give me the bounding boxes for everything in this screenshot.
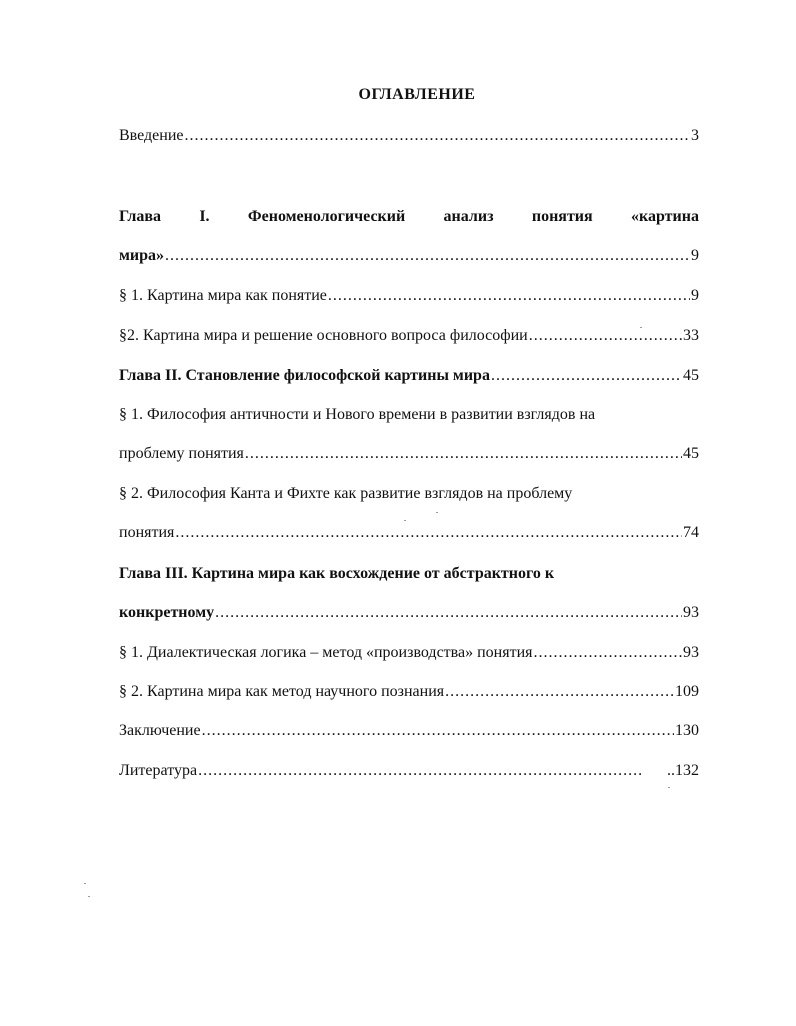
dot-leader: [245, 444, 682, 464]
toc-label: понятия: [119, 524, 175, 541]
dot-leader: [215, 603, 682, 623]
toc-label: проблему понятия: [119, 445, 244, 462]
toc-label: §2. Картина мира и решение основного вопроса философии: [119, 327, 528, 344]
dot-leader: [175, 523, 682, 543]
chapter-word: Феноменологический: [247, 208, 406, 225]
toc-page-number: 45: [683, 367, 699, 384]
dot-leader: [165, 246, 690, 266]
toc-label: § 1. Картина мира как понятие: [119, 287, 327, 304]
toc-label: § 2. Картина мира как метод научного познания: [119, 683, 445, 700]
dot-leader: [202, 721, 674, 741]
toc-entry-chapter-1-line-2: [119, 246, 699, 266]
page-title: ОГЛАВЛЕНИЕ: [358, 86, 476, 103]
scan-speck: [404, 520, 406, 521]
scan-speck: [668, 787, 670, 788]
dot-leader: [491, 366, 682, 386]
toc-page-number: 9: [691, 247, 699, 264]
toc-entry-chapter-1-line-1: [119, 207, 699, 227]
toc-page-number: 93: [683, 604, 699, 621]
chapter-word: Глава: [119, 208, 161, 225]
dot-leader: [534, 643, 683, 663]
toc-label: § 1. Диалектическая логика – метод «производства» понятия: [119, 644, 533, 661]
dot-leader: [328, 286, 690, 306]
toc-page-number: 74: [683, 524, 699, 541]
toc-entry-ch2-section-2-line-1: § 2. Философия Канта и Фихте как развитие взглядов на проблему: [119, 485, 573, 502]
chapter-word: «картина: [631, 208, 699, 225]
toc-entry-ch1-section-1: [119, 286, 699, 306]
toc-label: Введение: [119, 127, 184, 144]
scan-speck: [640, 327, 642, 328]
toc-entry-literature: [119, 761, 699, 781]
toc-entry-conclusion: [119, 721, 699, 741]
toc-entry-ch1-section-2: [119, 326, 699, 346]
dot-leader: [198, 761, 643, 781]
toc-entry-ch3-section-1: [119, 643, 699, 663]
chapter-word: понятия: [531, 208, 593, 225]
toc-label: мира»: [119, 247, 165, 264]
toc-label: конкретному: [119, 604, 215, 621]
toc-label: Глава II. Становление философской картины мира: [119, 367, 490, 384]
toc-entry-ch2-section-2-line-2: [119, 523, 699, 543]
toc-page-number: 130: [675, 722, 699, 739]
toc-page-number: 45: [683, 445, 699, 462]
toc-page-number: ..132: [667, 762, 699, 779]
toc-label: Заключение: [119, 722, 201, 739]
toc-entry-ch2-section-1-line-1: § 1. Философия античности и Нового времени в развитии взглядов на: [119, 406, 596, 423]
toc-page-number: 9: [691, 287, 699, 304]
toc-page-number: 93: [683, 644, 699, 661]
scan-speck: [436, 512, 438, 513]
dot-leader: [185, 126, 691, 146]
chapter-word: I.: [199, 208, 210, 225]
toc-page-number: 109: [675, 683, 699, 700]
toc-entry-intro: [119, 126, 699, 146]
toc-label: Литература: [119, 762, 198, 779]
toc-entry-chapter-3-line-2: [119, 603, 699, 623]
chapter-word: анализ: [443, 208, 494, 225]
scan-speck: [84, 883, 86, 884]
toc-entry-ch2-section-1-line-2: [119, 444, 699, 464]
toc-entry-chapter-3-line-1: Глава III. Картина мира как восхождение от абстрактного к: [119, 565, 555, 582]
toc-entry-chapter-2: [119, 366, 699, 386]
dot-leader: [445, 682, 674, 702]
dot-leader: [529, 326, 682, 346]
toc-page-number: 3: [691, 127, 699, 144]
scan-speck: [88, 896, 90, 897]
toc-entry-ch3-section-2: [119, 682, 699, 702]
toc-page-number: 33: [683, 327, 699, 344]
